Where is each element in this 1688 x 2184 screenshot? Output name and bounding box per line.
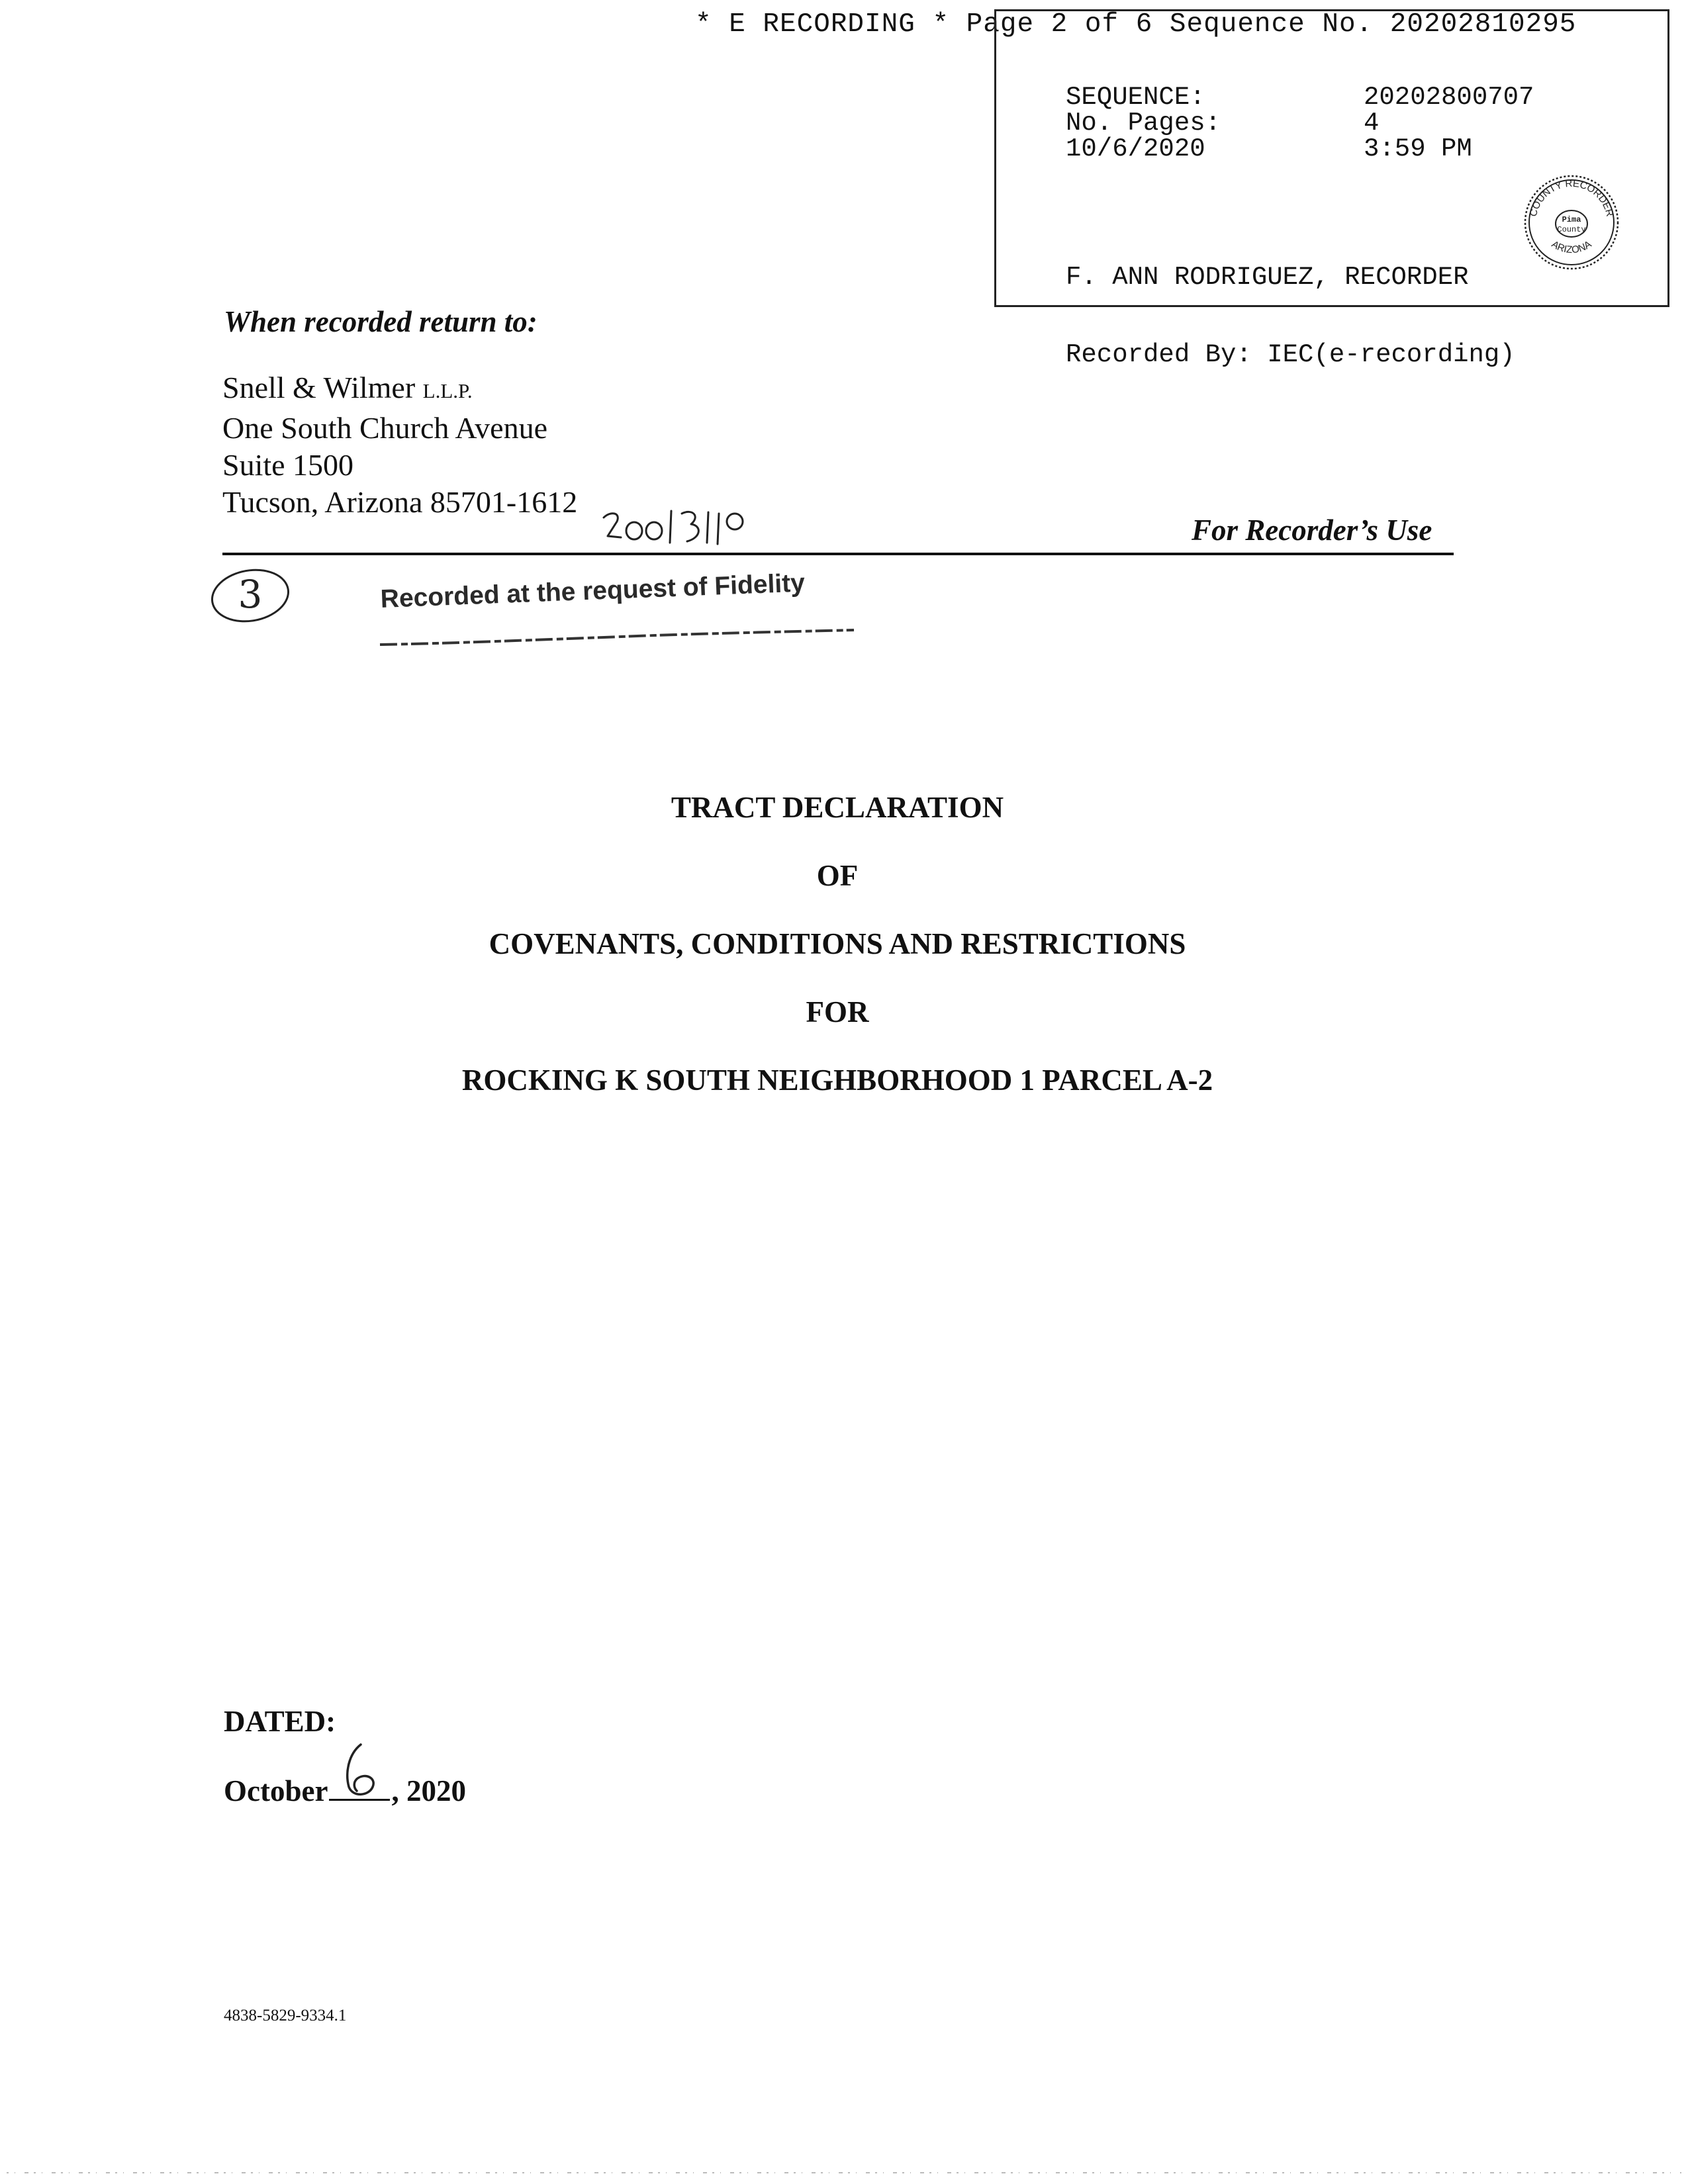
seal-top-text: COUNTY RECORDER <box>1527 177 1616 218</box>
pages-value: 4 <box>1364 109 1380 138</box>
pages-label: No. Pages: <box>1066 109 1221 138</box>
scan-edge-noise <box>0 2168 1688 2177</box>
title-line-1: TRACT DECLARATION <box>671 791 1004 824</box>
recorded-by: Recorded By: IEC(e-recording) <box>1066 340 1515 369</box>
seal-bottom-text: ARIZONA <box>1549 238 1594 256</box>
document-id: 4838-5829-9334.1 <box>224 2007 347 2025</box>
title-line-3: COVENANTS, CONDITIONS AND RESTRICTIONS <box>489 927 1186 960</box>
dated-line <box>224 1772 466 1808</box>
circled-number-icon <box>207 564 299 630</box>
handwritten-day <box>334 1741 387 1800</box>
handwritten-number <box>596 504 801 551</box>
firm-suffix: L.L.P. <box>422 379 473 402</box>
title-line-4: FOR <box>806 995 869 1028</box>
recording-date: 10/6/2020 <box>1066 134 1205 163</box>
recorder-name: F. ANN RODRIGUEZ, RECORDER <box>1066 263 1469 292</box>
recorders-use-label: For Recorder’s Use <box>1192 514 1432 547</box>
stamp-underline <box>377 622 880 653</box>
recording-time: 3:59 PM <box>1364 134 1472 163</box>
e-recording-header: * E RECORDING * Page 2 of 6 Sequence No. 20202810295 <box>695 9 1577 40</box>
header-divider <box>222 553 1454 555</box>
title-line-5: ROCKING K SOUTH NEIGHBORHOOD 1 PARCEL A-2 <box>461 1064 1213 1097</box>
firm-line <box>222 369 577 410</box>
dated-year: , 2020 <box>391 1774 466 1807</box>
dated-month: October <box>224 1774 328 1807</box>
stamp-text: Recorded at the request of Fidelity <box>380 569 806 614</box>
dated-label: DATED: <box>224 1705 336 1738</box>
seal-center-line2: County <box>1557 225 1586 234</box>
recorder-footer <box>1066 213 1515 394</box>
address-line-1: One South Church Avenue <box>222 411 548 445</box>
county-seal-icon <box>1523 173 1620 271</box>
recorded-request-stamp <box>377 569 880 658</box>
address-line-3: Tucson, Arizona 85701-1612 <box>222 485 578 519</box>
date-day-blank <box>329 1772 390 1801</box>
return-to-heading: When recorded return to: <box>224 305 538 338</box>
document-title <box>0 788 1675 1128</box>
title-line-2: OF <box>816 859 859 892</box>
return-address <box>222 369 577 521</box>
sequence-label: SEQUENCE: <box>1066 83 1205 112</box>
sequence-value: 20202800707 <box>1364 83 1534 112</box>
address-line-2: Suite 1500 <box>222 448 354 482</box>
seal-center-line1: Pima <box>1562 215 1581 224</box>
firm-name: Snell & Wilmer <box>222 371 416 404</box>
recording-info <box>1066 85 1562 162</box>
circled-number: 3 <box>238 572 263 617</box>
